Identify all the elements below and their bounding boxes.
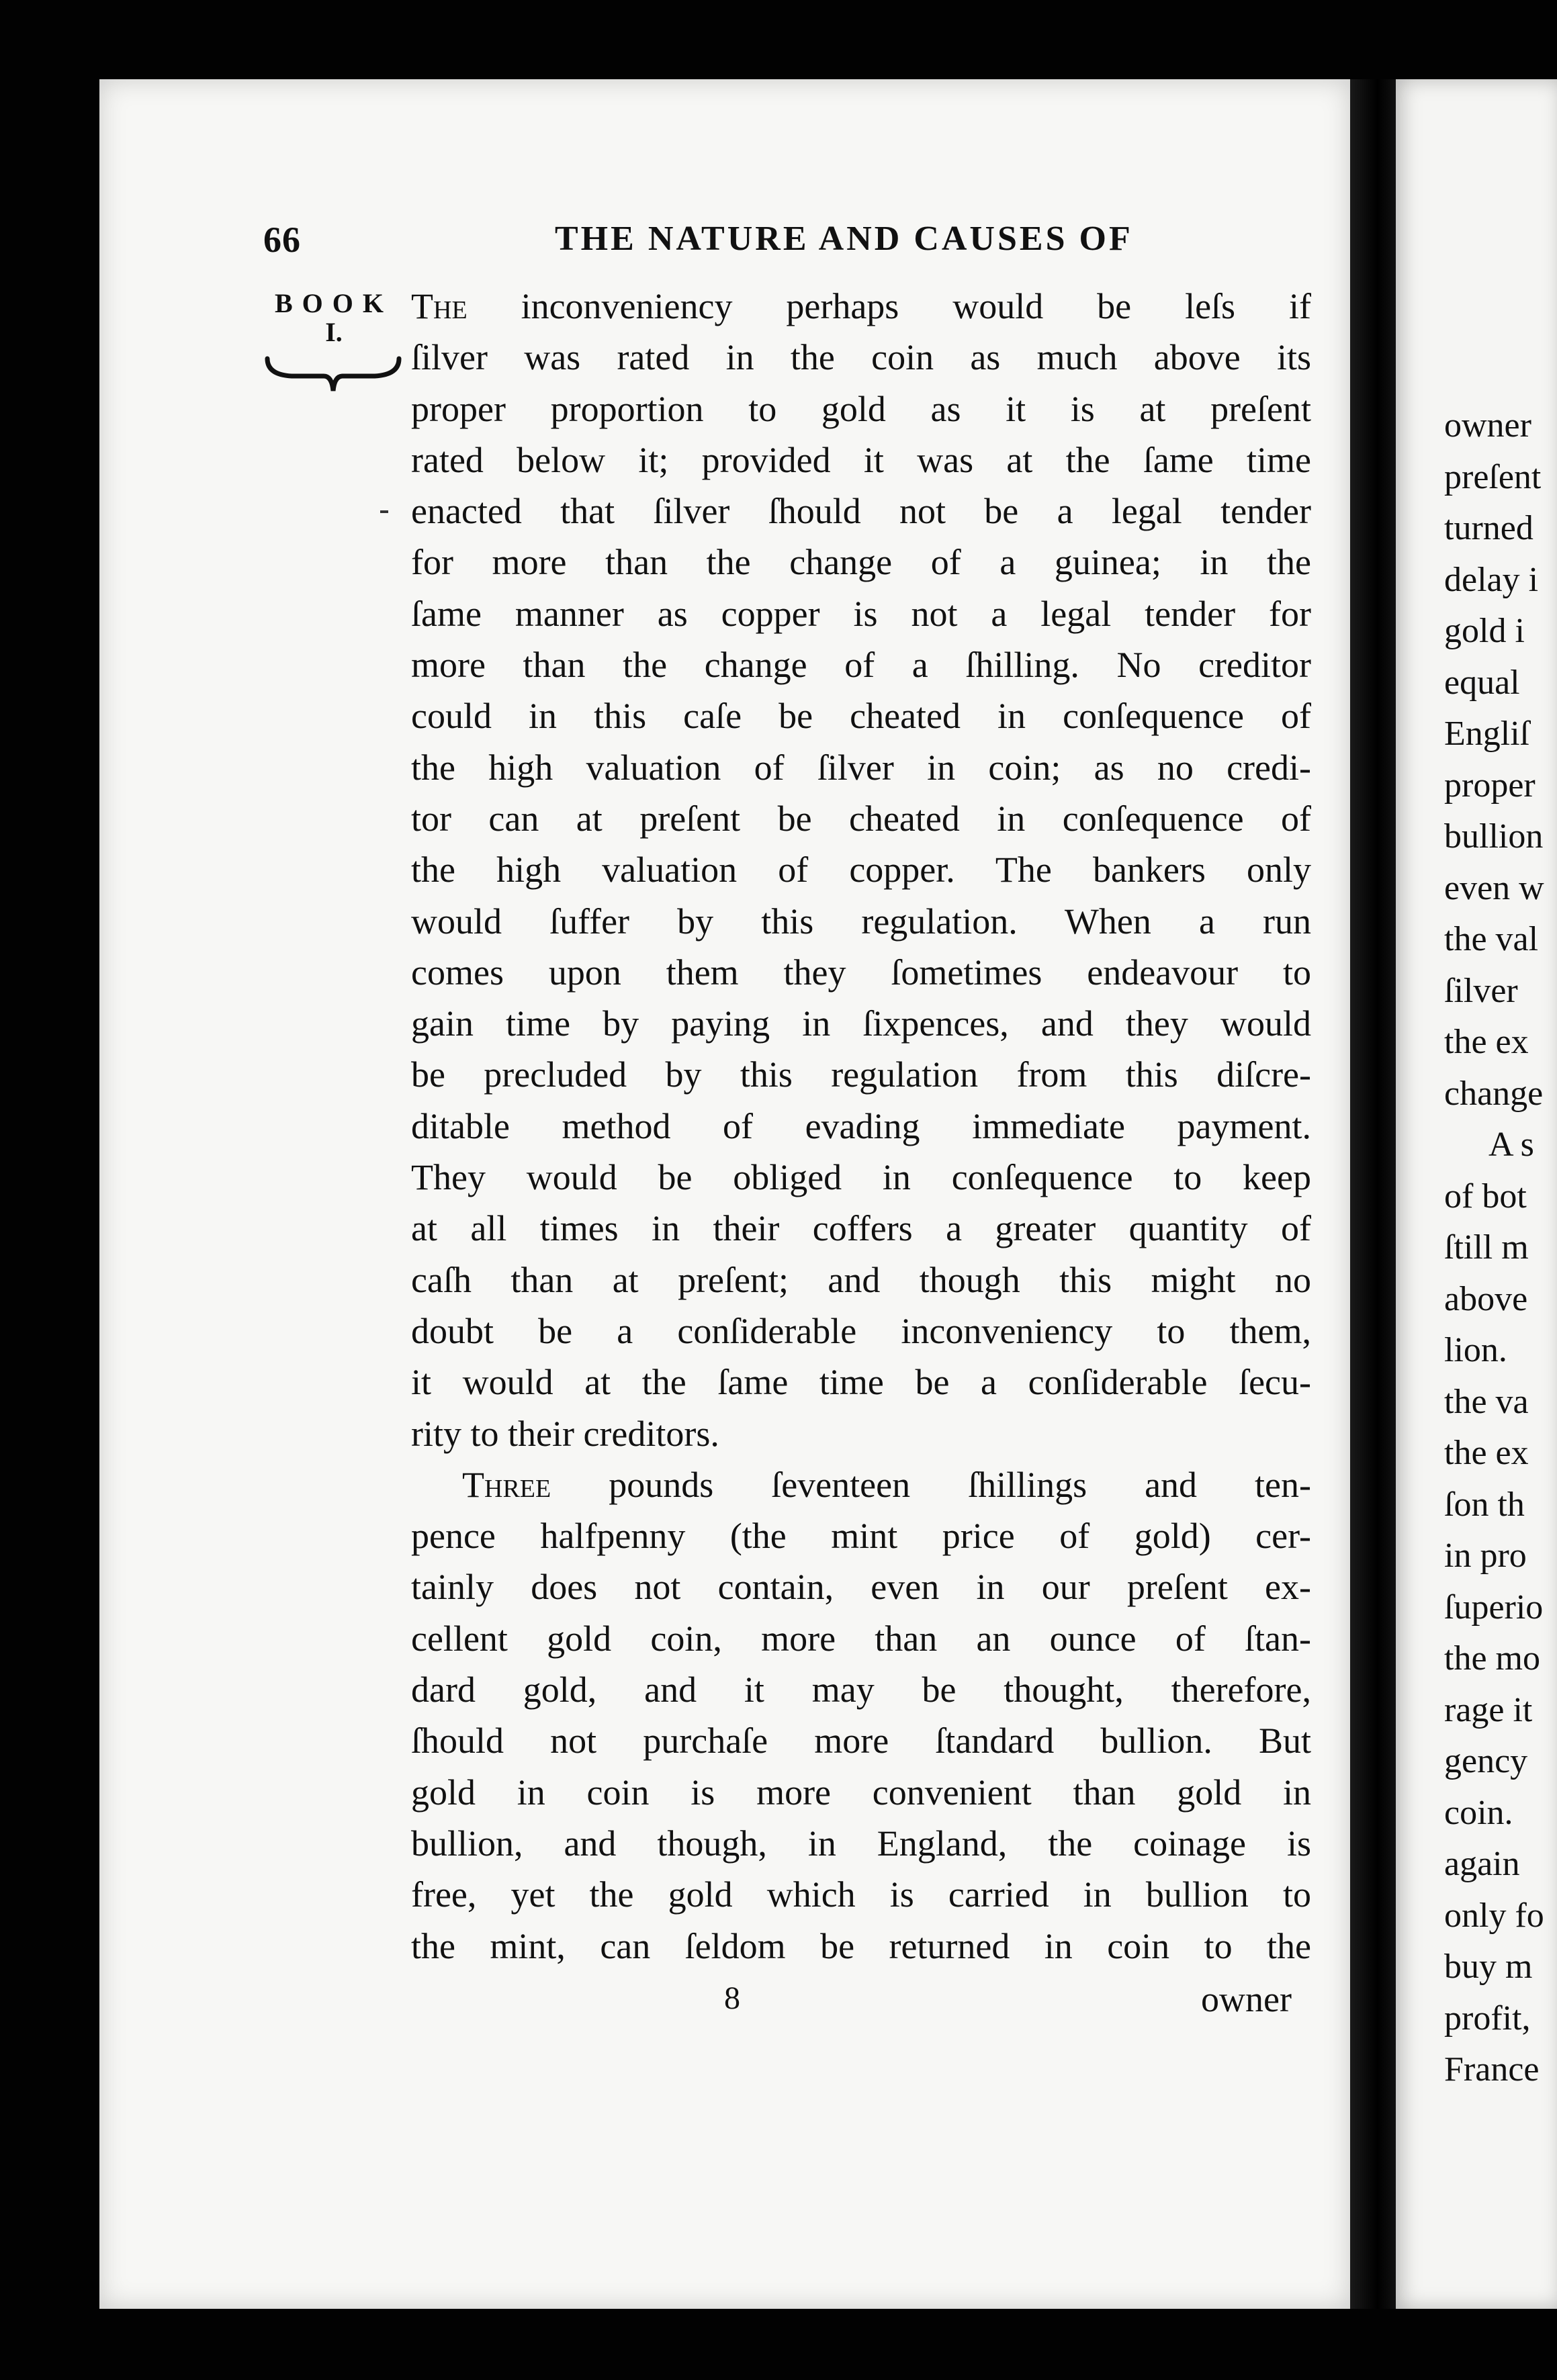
facing-line: the ex: [1444, 1434, 1529, 1472]
text-line: [411, 1869, 1311, 1920]
facing-line: proper: [1444, 766, 1536, 805]
text-line: [411, 947, 1311, 998]
text-line: [411, 742, 1311, 793]
initial-capital: T: [411, 286, 433, 326]
line-text: pence halfpenny (the mint price of gold) cer-: [411, 1516, 1311, 1557]
line-text: doubt be a conſiderable inconveniency to them,: [411, 1310, 1311, 1351]
text-line: [411, 998, 1311, 1049]
book-gutter: [1350, 79, 1396, 2309]
line-text: more than the change of a ſhilling. No creditor: [411, 645, 1311, 686]
text-line: [411, 588, 1311, 639]
line-text: rated below it; provided it was at the ſame time: [411, 439, 1311, 480]
facing-line: ſon th: [1444, 1485, 1525, 1524]
text-line: [411, 486, 1311, 537]
facing-line: only fo: [1444, 1896, 1544, 1935]
line-text: the high valuation of ſilver in coin; as no credi-: [411, 747, 1311, 788]
facing-line: owner: [1444, 406, 1531, 445]
text-line: [411, 1049, 1311, 1100]
line-text: cellent gold coin, more than an ounce of ſtan-: [411, 1618, 1311, 1659]
line-text: dard gold, and it may be thought, therefore,: [411, 1669, 1311, 1710]
text-line: [411, 1306, 1311, 1357]
text-line: [411, 1101, 1311, 1152]
text-line: [411, 1203, 1311, 1254]
facing-line: equal: [1444, 663, 1520, 702]
text-line: [411, 1510, 1311, 1561]
text-line: [411, 281, 1311, 332]
facing-line: gold i: [1444, 612, 1525, 650]
text-line: [411, 1152, 1311, 1203]
line-text: for more than the change of a guinea; in the: [411, 542, 1311, 583]
facing-line: again: [1444, 1845, 1520, 1883]
line-text: gain time by paying in ſixpences, and they would: [411, 1003, 1311, 1044]
text-line: [411, 1664, 1311, 1715]
facing-line: lion.: [1444, 1331, 1507, 1369]
facing-line: coin.: [1444, 1793, 1513, 1832]
line-text: tainly does not contain, even in our preſent ex-: [411, 1567, 1311, 1608]
text-line: [411, 434, 1311, 486]
line-text: the mint, can ſeldom be returned in coin to the: [411, 1925, 1311, 1966]
signature-mark: 8: [724, 1980, 740, 2016]
line-text: They would be obliged in conſequence to keep: [411, 1157, 1311, 1198]
line-text: be precluded by this regulation from this diſcre-: [411, 1054, 1311, 1095]
facing-line: gency: [1444, 1742, 1528, 1780]
facing-line: France: [1444, 2050, 1540, 2089]
text-line: [411, 793, 1311, 844]
facing-line: Engliſ: [1444, 715, 1530, 753]
main-text: [411, 281, 1311, 1972]
facing-line: the val: [1444, 920, 1539, 958]
facing-line: the ex: [1444, 1023, 1529, 1061]
line-text: rity to their creditors.: [411, 1413, 719, 1454]
line-text: ſame manner as copper is not a legal tender for: [411, 593, 1311, 634]
text-line: [411, 896, 1311, 947]
line-text: gold in coin is more convenient than gold in: [411, 1772, 1311, 1813]
facing-page: [1396, 79, 1557, 2309]
facing-line: bullion: [1444, 817, 1544, 856]
facing-line: the va: [1444, 1382, 1529, 1421]
line-text: caſh than at preſent; and though this might no: [411, 1259, 1311, 1300]
facing-line: change: [1444, 1074, 1544, 1113]
brace-icon: [265, 355, 402, 395]
facing-line: of bot: [1444, 1177, 1527, 1216]
facing-line: ſtill m: [1444, 1228, 1529, 1267]
line-text: ſilver was rated in the coin as much above its: [411, 337, 1311, 378]
text-line: [411, 1818, 1311, 1869]
line-text: ditable method of evading immediate payment.: [411, 1105, 1311, 1146]
catchword: owner: [1201, 1979, 1292, 2019]
facing-line: delay i: [1444, 560, 1539, 599]
line-text: inconveniency perhaps would be leſs if: [467, 286, 1311, 326]
facing-line: ſilver: [1444, 971, 1518, 1010]
facing-line: preſent: [1444, 457, 1542, 496]
margin-book-label: BOOK: [274, 288, 394, 318]
small-caps-word: hree: [484, 1464, 551, 1505]
facing-line: ſuperio: [1444, 1588, 1544, 1627]
text-line: [411, 1921, 1311, 1972]
line-text: pounds ſeventeen ſhillings and ten-: [551, 1464, 1311, 1505]
initial-capital: T: [462, 1464, 484, 1505]
facing-line: profit,: [1444, 1999, 1531, 2038]
line-text: proper proportion to gold as it is at preſent: [411, 388, 1311, 429]
text-line: [411, 537, 1311, 588]
text-line: [411, 332, 1311, 383]
margin-dash: [380, 510, 388, 513]
facing-line: in pro: [1444, 1537, 1527, 1575]
facing-line: even w: [1444, 868, 1544, 907]
line-text: free, yet the gold which is carried in bullion to: [411, 1874, 1311, 1915]
text-line: [411, 690, 1311, 741]
facing-line: buy m: [1444, 1948, 1533, 1986]
line-text: would ſuffer by this regulation. When a run: [411, 901, 1311, 942]
facing-line: above: [1444, 1279, 1528, 1318]
text-line: [411, 1254, 1311, 1306]
page-number: 66: [263, 220, 301, 260]
text-line: [411, 1715, 1311, 1766]
text-line: [411, 383, 1311, 434]
facing-line: A s: [1488, 1126, 1534, 1164]
text-line: [411, 1561, 1311, 1612]
margin-note: [263, 287, 404, 348]
small-caps-word: he: [433, 286, 468, 326]
facing-line: the mo: [1444, 1639, 1540, 1678]
text-line: [411, 1408, 1311, 1459]
text-line: [411, 1459, 1311, 1510]
line-text: the high valuation of copper. The bankers only: [411, 850, 1311, 890]
margin-book-number: I.: [325, 317, 343, 347]
text-line: [411, 1357, 1311, 1408]
line-text: ſhould not purchaſe more ſtandard bullion. But: [411, 1721, 1311, 1761]
line-text: at all times in their coffers a greater quantity of: [411, 1208, 1311, 1249]
line-text: could in this caſe be cheated in conſequence of: [411, 696, 1311, 737]
line-text: tor can at preſent be cheated in conſequence of: [411, 798, 1311, 839]
facing-page-text: [1444, 400, 1544, 2096]
line-text: enacted that ſilver ſhould not be a legal tender: [411, 491, 1311, 532]
text-line: [411, 844, 1311, 895]
text-line: [411, 1767, 1311, 1818]
text-line: [411, 639, 1311, 690]
line-text: comes upon them they ſometimes endeavour to: [411, 952, 1311, 993]
facing-line: rage it: [1444, 1690, 1533, 1729]
text-line: [411, 1613, 1311, 1664]
facing-line: turned: [1444, 509, 1533, 547]
line-text: it would at the ſame time be a conſiderable ſecu-: [411, 1362, 1311, 1403]
line-text: bullion, and though, in England, the coinage is: [411, 1823, 1311, 1864]
running-title: THE NATURE AND CAUSES OF: [555, 220, 1133, 258]
